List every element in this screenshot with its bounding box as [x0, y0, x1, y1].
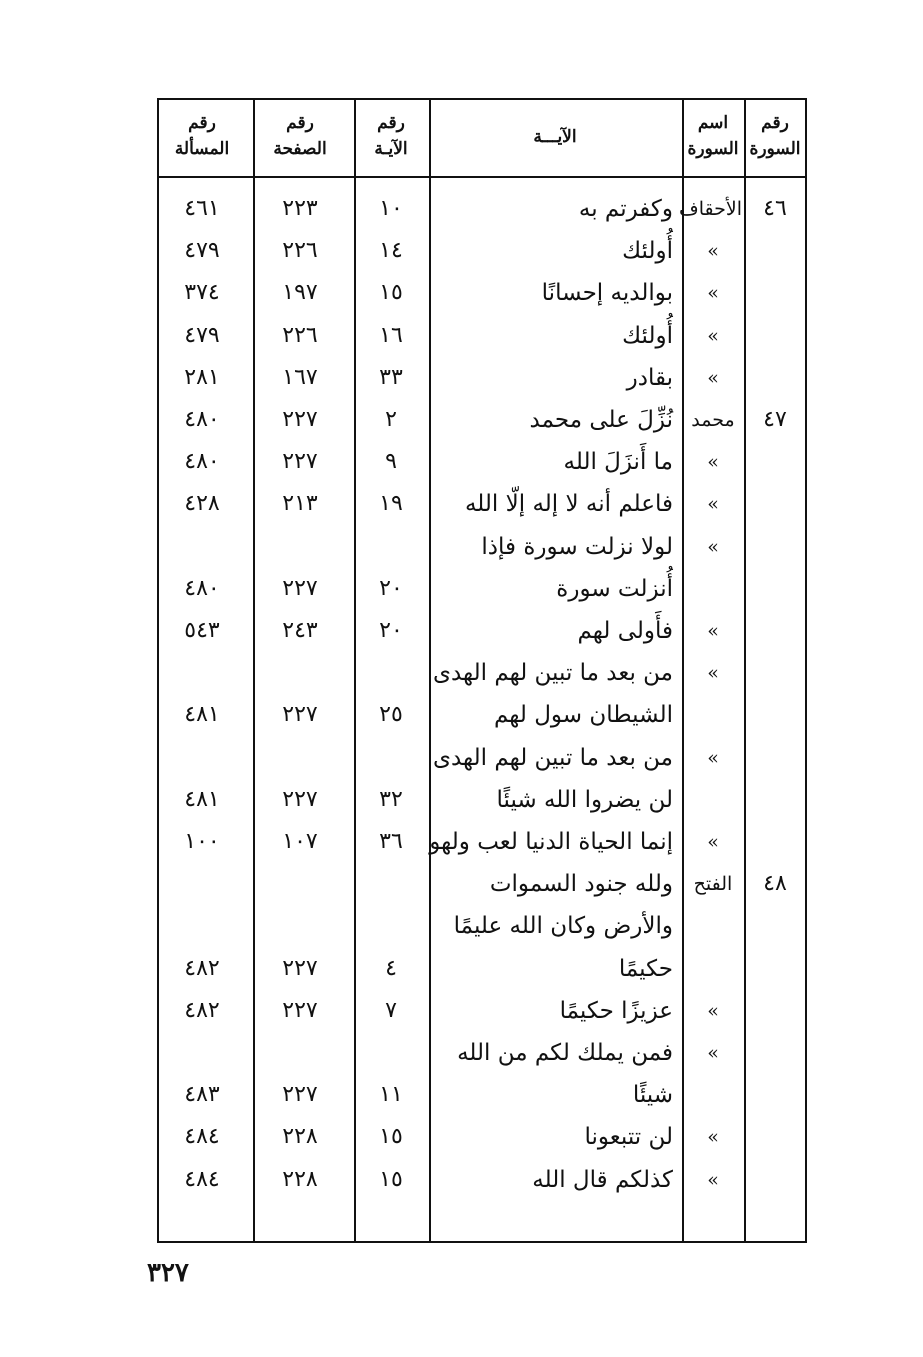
ayah-text-cell: شيئًا — [632, 1082, 673, 1109]
sura-name-cell: » — [707, 451, 719, 474]
sura-name-cell: » — [707, 1042, 719, 1064]
ayah-text-cell: أُولئك — [622, 322, 673, 349]
sura-number-cell — [745, 779, 805, 821]
ayah-number-cell: ١٠ — [379, 196, 403, 221]
header-divider — [159, 176, 805, 178]
ayah-text-cell: عزيزًا حكيمًا — [559, 997, 673, 1024]
ayah-text-cell: من بعد ما تبين لهم الهدى — [432, 744, 673, 771]
page-number-cell: ٢٢٧ — [282, 997, 318, 1023]
ayah-number-cell — [355, 526, 427, 568]
header-ayah — [429, 124, 681, 150]
ayah-number-cell: ٣٦ — [379, 829, 403, 854]
ayah-text-cell: فاعلم أنه لا إله إلّا الله — [464, 491, 673, 518]
issue-number-cell — [157, 905, 247, 947]
page-number-cell — [250, 863, 350, 905]
issue-number-cell: ٤٨٣ — [184, 1082, 220, 1108]
ayah-number-cell: ١٥ — [379, 280, 403, 306]
header-label: المسألة — [174, 139, 230, 159]
issue-number-cell: ٤٨٠ — [184, 575, 220, 601]
sura-number-cell — [745, 948, 805, 990]
sura-number-cell — [745, 990, 805, 1032]
issue-number-cell: ٤٨٠ — [184, 407, 220, 432]
issue-number-cell: ٢٨١ — [184, 364, 220, 390]
ayah-text-cell: لن تتبعونا — [584, 1124, 673, 1151]
issue-number-cell: ٤٧٩ — [184, 238, 220, 264]
ayah-number-cell: ٢٥ — [379, 702, 403, 728]
table-row — [159, 948, 805, 990]
sura-name-cell: » — [707, 999, 719, 1022]
ayah-text-cell: بوالديه إحسانًا — [541, 280, 673, 307]
ayah-number-cell: ١٩ — [379, 491, 403, 517]
sura-number-cell — [745, 272, 805, 314]
header-ayah-number — [355, 110, 427, 162]
table-row — [159, 779, 805, 821]
table-row — [159, 441, 805, 483]
page-number-cell: ٢٢٦ — [282, 322, 318, 348]
issue-number-cell: ٤٧٩ — [184, 322, 220, 348]
ayah-number-cell — [355, 652, 427, 694]
issue-number-cell — [157, 1032, 247, 1074]
ayah-text-cell: أُولئك — [622, 238, 673, 265]
header-sura-name — [684, 110, 742, 162]
sura-number-cell — [745, 1159, 805, 1201]
sura-name-cell: » — [707, 620, 719, 642]
sura-name-cell: » — [707, 1126, 719, 1149]
issue-number-cell: ٤٨٤ — [184, 1166, 220, 1192]
page-number-cell — [250, 905, 350, 947]
table-row — [159, 188, 805, 230]
page-number-cell: ٢٢٧ — [282, 1082, 318, 1108]
table-row — [159, 483, 805, 525]
ayah-number-cell: ١٤ — [379, 238, 403, 264]
page-number-cell — [250, 737, 350, 779]
issue-number-cell: ٤٨٠ — [184, 449, 220, 475]
sura-name-cell — [684, 905, 742, 947]
sura-name-cell: الفتح — [693, 873, 733, 896]
page-number-cell: ٢٢٣ — [282, 196, 318, 221]
sura-name-cell: » — [707, 1168, 719, 1191]
sura-number-cell — [745, 357, 805, 399]
issue-number-cell: ٣٧٤ — [184, 280, 220, 306]
header-label: اسم — [697, 113, 729, 133]
page-number-cell: ٢٢٧ — [282, 407, 318, 432]
ayah-number-cell: ٢٠ — [379, 618, 403, 643]
page-number-cell: ٢٢٦ — [282, 238, 318, 264]
ayah-number-cell — [355, 1032, 427, 1074]
ayah-text-cell: حكيمًا — [618, 955, 673, 982]
ayah-number-cell: ١٦ — [379, 322, 403, 348]
sura-name-cell — [684, 694, 742, 736]
sura-number-cell — [745, 315, 805, 357]
index-table — [157, 98, 807, 1243]
ayah-text-cell: من بعد ما تبين لهم الهدى — [432, 660, 673, 687]
sura-name-cell: » — [707, 282, 719, 305]
sura-number-cell — [745, 737, 805, 779]
ayah-text-cell: لولا نزلت سورة فإذا — [481, 533, 673, 560]
issue-number-cell — [157, 863, 247, 905]
ayah-number-cell: ١٥ — [379, 1124, 403, 1150]
ayah-text-cell: كذلكم قال الله — [532, 1166, 673, 1193]
ayah-text-cell: فأَولى لهم — [577, 618, 673, 644]
header-page-number — [250, 110, 350, 162]
header-label: رقم — [188, 113, 216, 133]
table-row — [159, 694, 805, 736]
ayah-number-cell: ٣٣ — [379, 364, 403, 390]
page-number-cell: ٢٢٧ — [282, 575, 318, 601]
table-row — [159, 737, 805, 779]
ayah-text-cell: الشيطان سول لهم — [493, 702, 673, 729]
issue-number-cell: ٤٦١ — [184, 196, 220, 221]
table-row — [159, 568, 805, 610]
issue-number-cell: ٤٨٤ — [184, 1124, 220, 1150]
table-row — [159, 526, 805, 568]
table-row — [159, 905, 805, 947]
page-number-cell: ١٠٧ — [282, 829, 318, 854]
issue-number-cell: ٤٢٨ — [184, 491, 220, 517]
header-label: الآيـة — [374, 139, 408, 159]
header-sura-number — [745, 110, 805, 162]
sura-name-cell: » — [707, 535, 719, 558]
page-number-cell — [250, 1032, 350, 1074]
page-number-cell — [250, 526, 350, 568]
page-number-cell: ٢٢٨ — [282, 1166, 318, 1192]
issue-number-cell: ٤٨١ — [184, 786, 220, 812]
page-number: ٣٢٧ — [147, 1258, 189, 1288]
page-number-cell: ٢٢٨ — [282, 1124, 318, 1150]
sura-number-cell — [745, 483, 805, 525]
sura-name-cell: » — [707, 662, 719, 685]
sura-number-cell — [745, 1032, 805, 1074]
table-row — [159, 399, 805, 441]
ayah-text-cell: إنما الحياة الدنيا لعب ولهو — [429, 829, 673, 855]
ayah-text-cell: ولله جنود السموات — [489, 871, 673, 898]
issue-number-cell: ٤٨٢ — [184, 997, 220, 1023]
ayah-number-cell — [355, 905, 427, 947]
ayah-text-cell: فمن يملك لكم من الله — [457, 1040, 673, 1066]
ayah-text-cell: والأرض وكان الله عليمًا — [453, 913, 673, 940]
issue-number-cell — [157, 526, 247, 568]
header-label: السورة — [687, 139, 739, 159]
sura-number-cell — [745, 1116, 805, 1158]
table-row — [159, 1074, 805, 1116]
table-row — [159, 863, 805, 905]
ayah-text-cell: بقادر — [626, 364, 673, 391]
ayah-number-cell: ١١ — [379, 1082, 403, 1108]
sura-number-cell: ٤٨ — [763, 871, 787, 897]
page-number-cell — [250, 652, 350, 694]
table-row — [159, 230, 805, 272]
sura-number-cell — [745, 441, 805, 483]
ayah-number-cell: ٤ — [385, 955, 397, 981]
sura-number-cell — [745, 821, 805, 863]
header-label: رقم — [761, 113, 789, 133]
ayah-number-cell: ٩ — [385, 449, 397, 475]
sura-number-cell — [745, 526, 805, 568]
issue-number-cell: ٤٨١ — [184, 702, 220, 728]
table-row — [159, 821, 805, 863]
sura-number-cell — [745, 1074, 805, 1116]
sura-name-cell — [684, 1074, 742, 1116]
table-row — [159, 315, 805, 357]
table-row — [159, 652, 805, 694]
page-number-cell: ٢٢٧ — [282, 702, 318, 728]
table-row — [159, 357, 805, 399]
header-label: رقم — [377, 113, 405, 133]
page-number-cell: ١٦٧ — [282, 364, 318, 390]
page-number-cell: ٢٤٣ — [282, 618, 318, 643]
sura-name-cell — [684, 568, 742, 610]
table-row — [159, 610, 805, 652]
header-label: الصفحة — [273, 139, 327, 159]
table-row — [159, 990, 805, 1032]
issue-number-cell: ٥٤٣ — [184, 618, 220, 643]
table-row — [159, 272, 805, 314]
issue-number-cell — [157, 737, 247, 779]
ayah-text-cell: وكفرتم به — [578, 196, 673, 222]
ayah-number-cell — [355, 737, 427, 779]
sura-name-cell: » — [707, 746, 719, 769]
sura-name-cell: » — [707, 831, 719, 853]
header-label: السورة — [749, 139, 801, 159]
page-number-cell: ٢٢٧ — [282, 955, 318, 981]
sura-name-cell — [684, 779, 742, 821]
header-label: الآيـــة — [533, 127, 577, 147]
sura-number-cell: ٤٦ — [763, 196, 787, 221]
sura-name-cell: محمد — [691, 409, 735, 431]
sura-number-cell — [745, 568, 805, 610]
ayah-text-cell: نُزِّلَ على محمد — [529, 407, 673, 433]
sura-name-cell: » — [707, 324, 719, 347]
sura-name-cell: » — [707, 493, 719, 516]
ayah-text-cell: أُنزلت سورة — [556, 575, 673, 602]
page-number-cell: ١٩٧ — [282, 280, 318, 306]
ayah-number-cell: ١٥ — [379, 1166, 403, 1192]
ayah-text-cell: لن يضروا الله شيئًا — [496, 786, 673, 813]
ayah-number-cell: ٢ — [385, 407, 397, 432]
sura-number-cell — [745, 652, 805, 694]
ayah-number-cell: ٢٠ — [379, 575, 403, 601]
table-row — [159, 1032, 805, 1074]
header-issue-number — [157, 110, 247, 162]
sura-name-cell: » — [707, 366, 719, 389]
sura-name-cell: » — [707, 240, 719, 263]
page-number-cell: ٢١٣ — [282, 491, 318, 517]
sura-name-cell: الأحقاف — [679, 198, 742, 220]
issue-number-cell: ٤٨٢ — [184, 955, 220, 981]
header-label: رقم — [286, 113, 314, 133]
sura-number-cell — [745, 230, 805, 272]
sura-number-cell: ٤٧ — [763, 407, 787, 432]
page-number-cell: ٢٢٧ — [282, 786, 318, 812]
issue-number-cell — [157, 652, 247, 694]
sura-number-cell — [745, 694, 805, 736]
sura-name-cell — [684, 948, 742, 990]
table-row — [159, 1116, 805, 1158]
page-number-cell: ٢٢٧ — [282, 449, 318, 475]
ayah-text-cell: ما أَنزَلَ الله — [563, 449, 673, 476]
sura-number-cell — [745, 610, 805, 652]
ayah-number-cell: ٧ — [385, 997, 397, 1023]
table-row — [159, 1159, 805, 1201]
sura-number-cell — [745, 905, 805, 947]
issue-number-cell: ١٠٠ — [184, 829, 220, 854]
ayah-number-cell — [355, 863, 427, 905]
ayah-number-cell: ٣٢ — [379, 786, 403, 812]
